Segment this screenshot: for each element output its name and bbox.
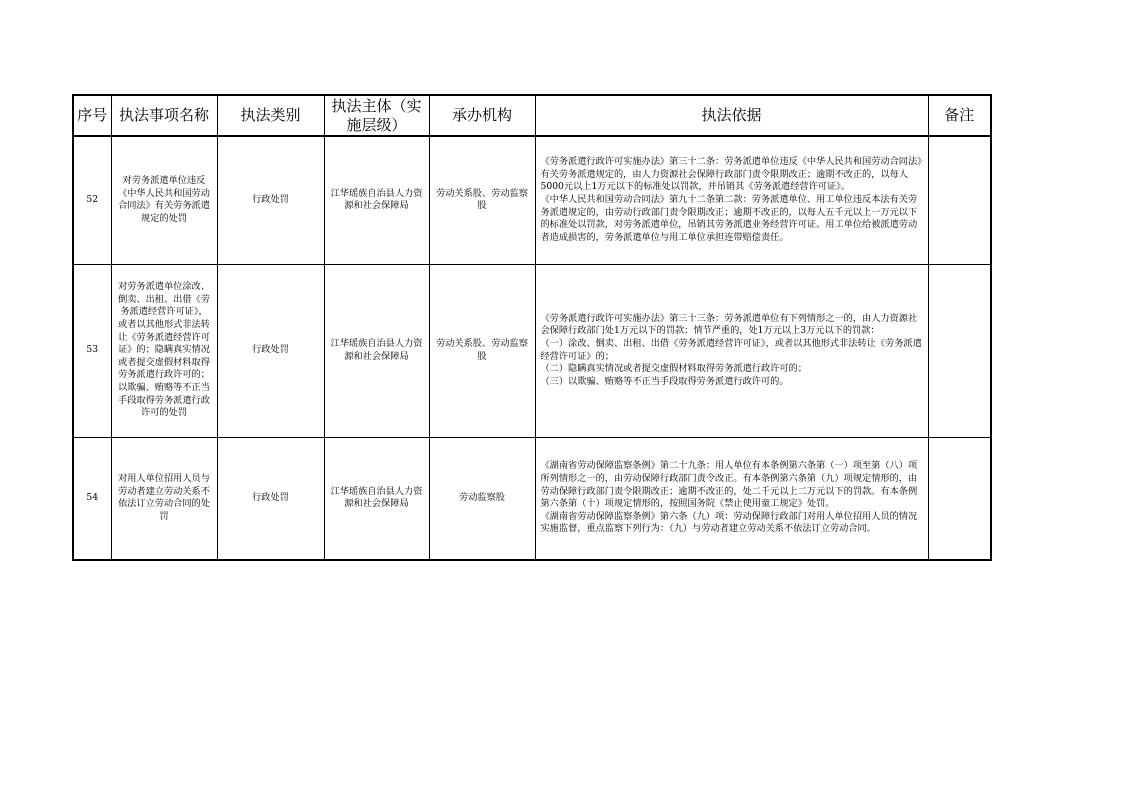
cell-basis: [535, 264, 928, 437]
table-row: [73, 136, 991, 264]
basis-paragraph: （三）以欺骗、贿赂等不正当手段取得劳务派遣行政许可的。: [540, 375, 789, 387]
cell-remark: [928, 437, 991, 560]
cell-subject: 江华瑶族自治县人力资源和社会保障局: [324, 136, 429, 264]
basis-paragraph: （一）涂改、倒卖、出租、出借《劳务派遣经营许可证》，或者以其他形式非法转让《劳务派遣经营许可证》的；: [540, 337, 922, 362]
cell-item-name: 对劳务派遣单位违反《中华人民共和国劳动合同法》有关劳务派遣规定的处罚: [111, 136, 217, 264]
header-row: [73, 95, 991, 136]
cell-category: 行政处罚: [217, 437, 324, 560]
basis-paragraph: 《劳务派遣行政许可实施办法》第三十二条：劳务派遣单位违反《中华人民共和国劳动合同法》有关劳务派遣规定的，由人力资源社会保障行政部门责令限期改正；逾期不改正的，以每人5000元以上1万元以下的标准处以罚款，并吊销其《劳务派遣经营许可证》。: [540, 156, 922, 193]
basis-paragraph: 《劳务派遣行政许可实施办法》第三十三条：劳务派遣单位有下列情形之一的，由人力资源社会保障行政部门处1万元以下的罚款；情节严重的，处1万元以上3万元以下的罚款：: [540, 312, 918, 337]
basis-paragraph: 《湖南省劳动保障监察条例》第二十九条：用人单位有本条例第六条第（一）项至第（八）项所列情形之一的，由劳动保障行政部门责令改正。有本条例第六条第（九）项规定情形的，由劳动保障行政部门责令限期改正；逾期不改正的，处二千元以上二万元以下的罚款。有本条例第六条第（十）项规定情形的，按照国务院《禁止使用童工规定》处罚。: [540, 460, 918, 510]
basis-paragraph: （二）隐瞒真实情况或者提交虚假材料取得劳务派遣行政许可的；: [540, 363, 807, 375]
table-row: [73, 437, 991, 560]
header-basis: 执法依据: [535, 95, 928, 136]
cell-subject: 江华瑶族自治县人力资源和社会保障局: [324, 264, 429, 437]
cell-basis: [535, 136, 928, 264]
cell-basis: [535, 437, 928, 560]
cell-agency: 劳动关系股、劳动监察股: [429, 136, 535, 264]
cell-remark: [928, 136, 991, 264]
table-row: [73, 264, 991, 437]
header-item-name: 执法事项名称: [111, 95, 217, 136]
cell-agency: 劳动监察股: [429, 437, 535, 560]
cell-agency: 劳动关系股、劳动监察股: [429, 264, 535, 437]
basis-paragraph: 《中华人民共和国劳动合同法》第九十二条第二款：劳务派遣单位、用工单位违反本法有关劳务派遣规定的，由劳动行政部门责令限期改正；逾期不改正的，以每人五千元以上一万元以下的标准处以罚款，对劳务派遣单位，吊销其劳务派遣业务经营许可证。用工单位给被派遣劳动者造成损害的，劳务派遣单位与用工单位承担连带赔偿责任。: [540, 193, 918, 243]
cell-category: 行政处罚: [217, 136, 324, 264]
cell-seq: 53: [73, 264, 111, 437]
cell-remark: [928, 264, 991, 437]
basis-paragraph: 《湖南省劳动保障监察条例》第六条（九）项：劳动保障行政部门对用人单位招用人员的情况实施监督，重点监察下列行为：（九）与劳动者建立劳动关系不依法订立劳动合同。: [540, 510, 918, 535]
cell-item-name: 对用人单位招用人员与劳动者建立劳动关系不依法订立劳动合同的处罚: [111, 437, 217, 560]
header-subject: 执法主体（实施层级）: [324, 95, 429, 136]
cell-seq: 52: [73, 136, 111, 264]
enforcement-items-table: [72, 94, 992, 561]
header-seq: 序号: [73, 95, 111, 136]
header-remark: 备注: [928, 95, 991, 136]
cell-category: 行政处罚: [217, 264, 324, 437]
header-agency: 承办机构: [429, 95, 535, 136]
header-category: 执法类别: [217, 95, 324, 136]
cell-subject: 江华瑶族自治县人力资源和社会保障局: [324, 437, 429, 560]
cell-seq: 54: [73, 437, 111, 560]
cell-item-name: 对劳务派遣单位涂改、倒卖、出租、出借《劳务派遣经营许可证》，或者以其他形式非法转让《劳务派遣经营许可证》的；隐瞒真实情况或者提交虚假材料取得劳务派遣行政许可的；以欺骗、贿赂等不正当手段取得劳务派遣行政许可的处罚: [111, 264, 217, 437]
